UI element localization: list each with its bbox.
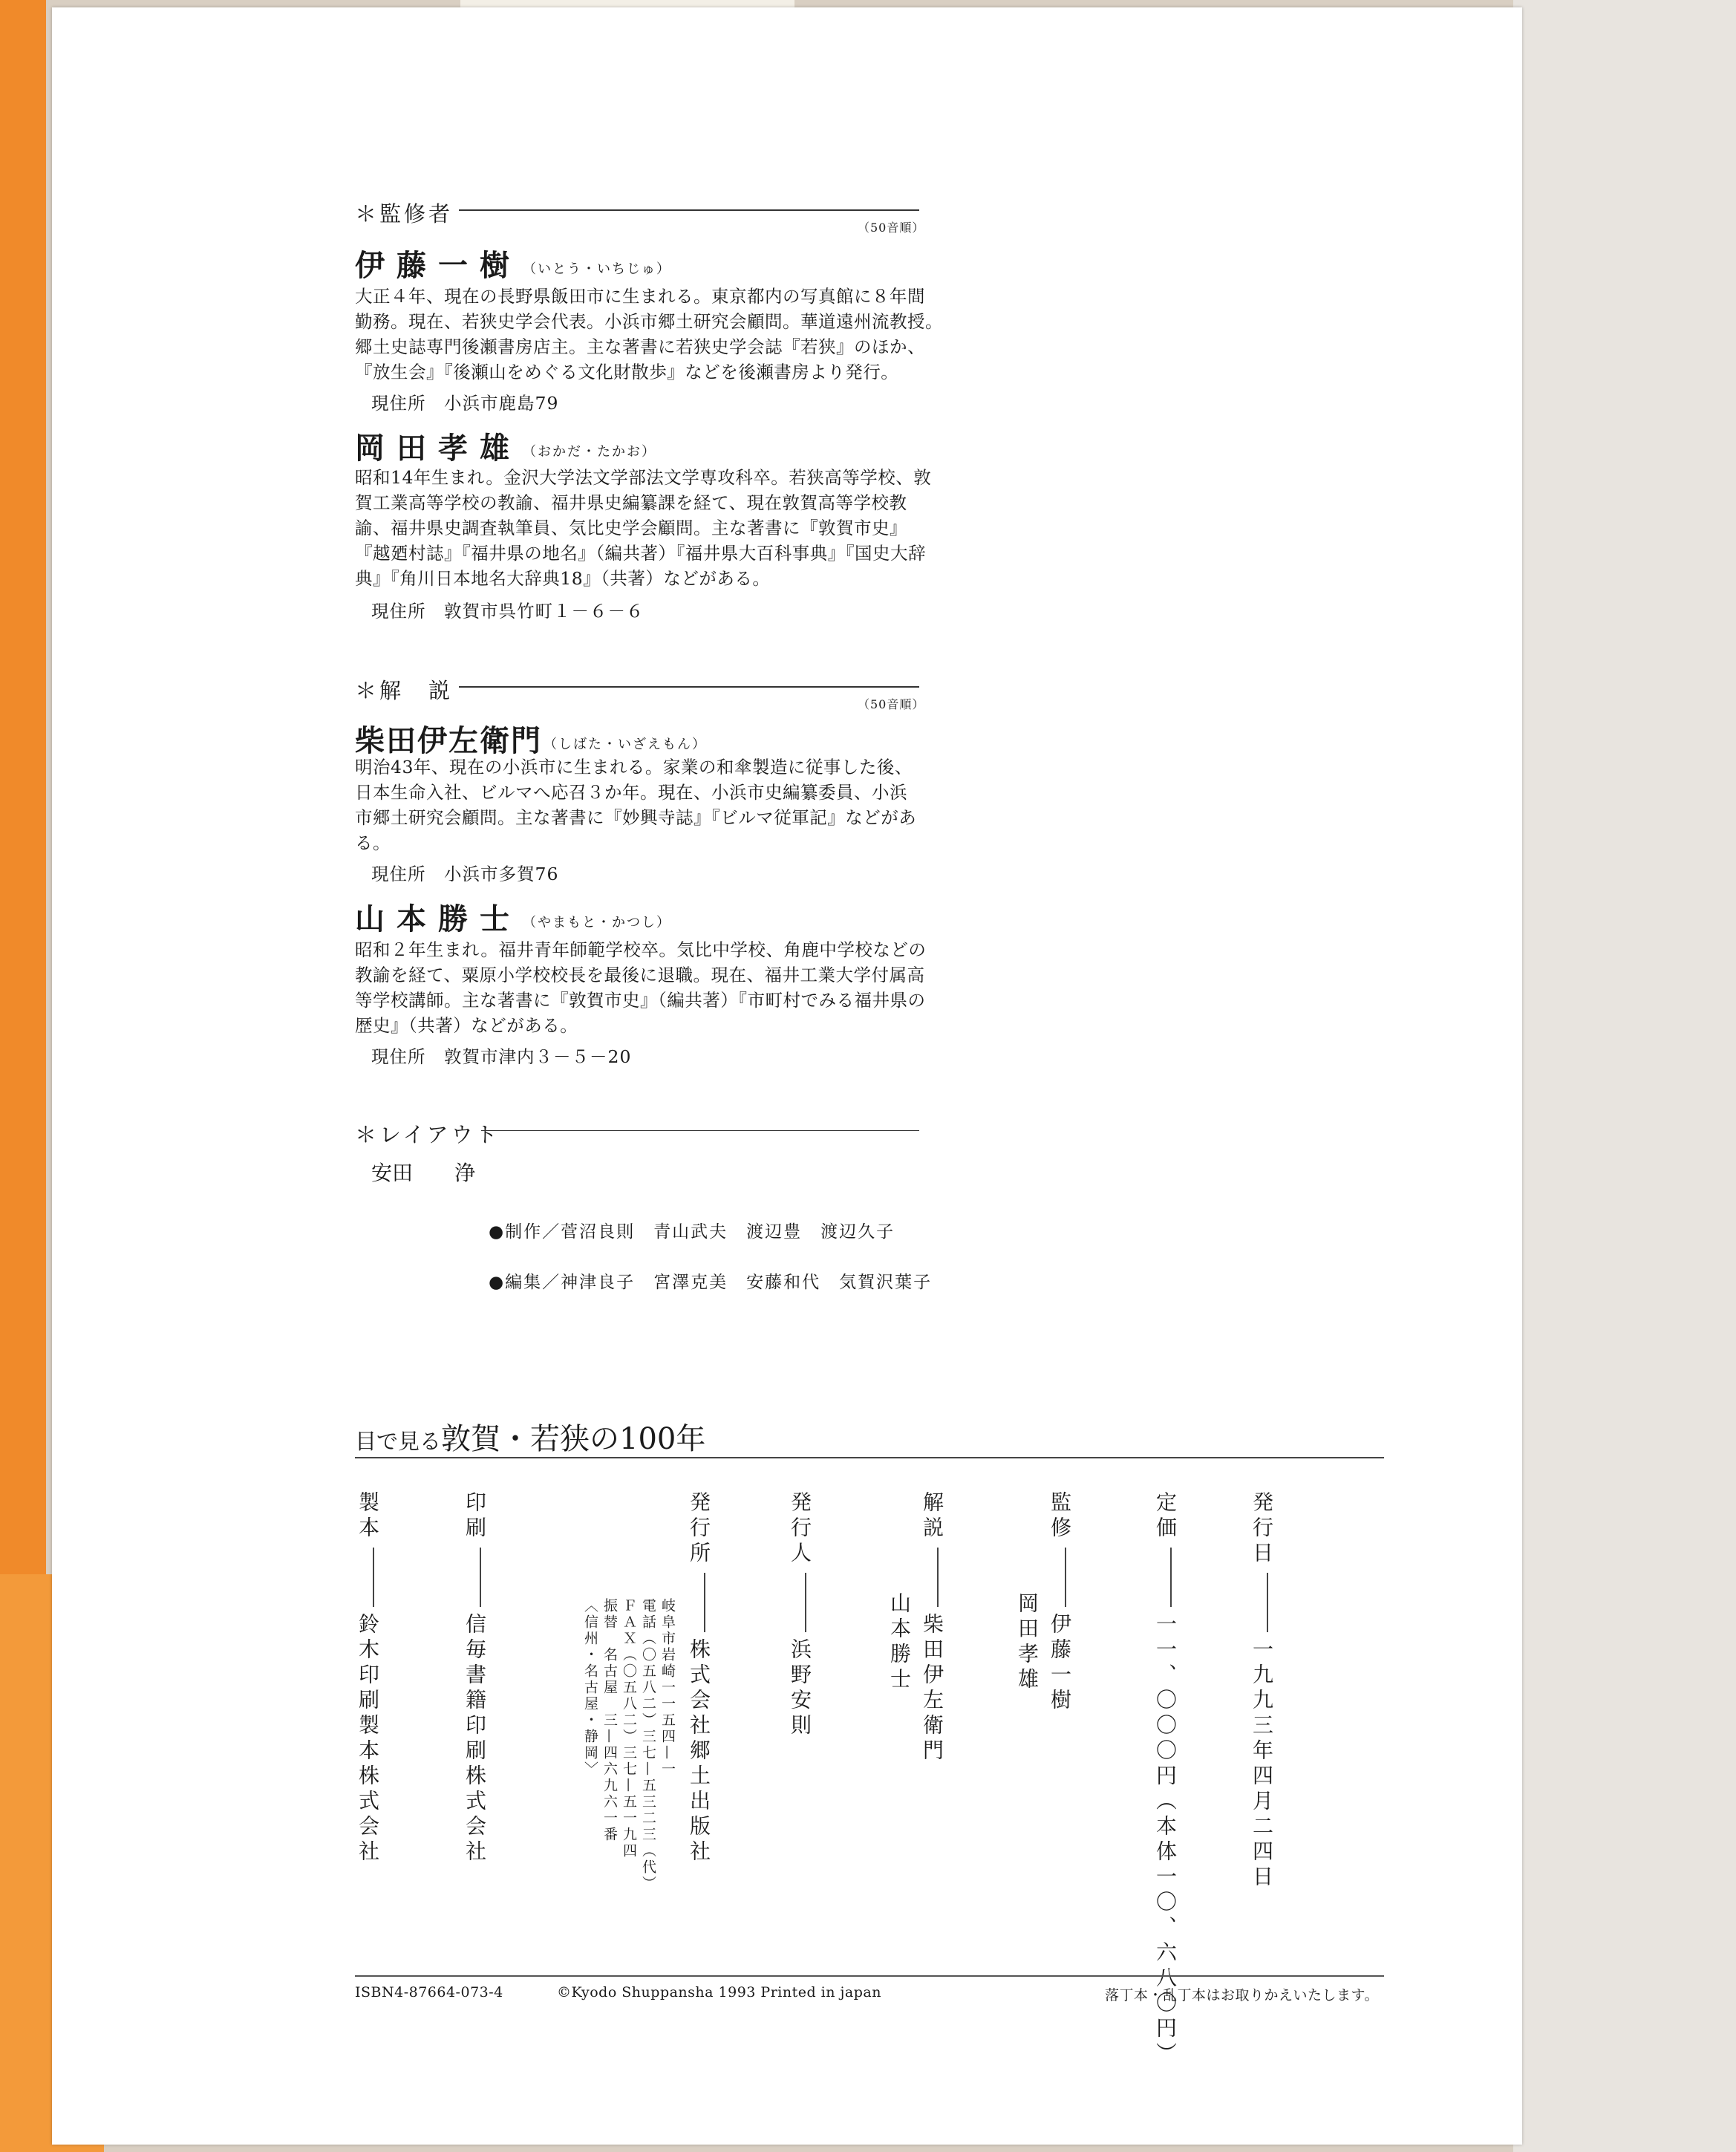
person-bio: 昭和14年生まれ。金沢大学法文学部法文学専攻科卒。若狭高等学校、敦 賀工業高等学校の教諭、福井県史編纂課を経て、現在敦賀高等学校教 諭、福井県史調査執筆員、気比史学会顧問。主な著書に『敦賀市史』 『越廼村誌』『福井県の地名』（編共著）『福井県大百科事典』『国史大辞 典』『角川日本地名大辞典18』（共著）などがある。 (355, 467, 932, 589)
person-name: 岡田孝雄 （おかだ・たかお） (355, 431, 656, 466)
layout-rule (481, 1130, 919, 1131)
person-address: 現住所 小浜市多賀76 (371, 864, 559, 884)
commentary-rule (459, 686, 919, 688)
publisher-phone: 電話（〇五八二）三七—五三二三（代） (640, 1598, 656, 1892)
person-name: 柴田伊左衛門 （しばた・いざえもん） (355, 723, 707, 758)
footer-rule (355, 1975, 1384, 1977)
colophon-supervisor: 監修伊藤一樹 (1048, 1491, 1072, 1714)
person-bio: 大正４年、現在の長野県飯田市に生まれる。東京都内の写真館に８年間 勤務。現在、若狭史学会代表。小浜市郷土研究会顧問。華道遠州流教授。 郷土史誌専門後瀬書房店主。主な著書に若狭史学会誌『若狭』のほか、 『放生会』『後瀬山をめぐる文化財散歩』などを後瀬書房より発行。 (355, 286, 943, 382)
person-name: 伊藤一樹 （いとう・いちじゅ） (355, 248, 671, 283)
publisher-branches: 〈信州・名古屋・静岡〉 (582, 1598, 598, 1778)
supervisor-order-note: （50音順） (858, 221, 925, 235)
person-address: 現住所 小浜市鹿島79 (371, 393, 559, 414)
copyright: ©Kyodo Shuppansha 1993 Printed in japan (557, 1984, 881, 2001)
colophon-date: 発行日一九九三年四月二四日 (1250, 1491, 1274, 1891)
person-bio: 昭和２年生まれ。福井青年師範学校卒。気比中学校、角鹿中学校などの 教諭を経て、粟原小学校校長を最後に退職。現在、福井工業大学付属高 等学校講師。主な著書に『敦賀市史』（編共著）『市町村でみる福井県の 歴史』（共著）などがある。 (355, 939, 927, 1036)
colophon-binder: 製本鈴木印刷製本株式会社 (356, 1491, 380, 1865)
colophon-printer: 印刷信毎書籍印刷株式会社 (463, 1491, 487, 1865)
person-address: 現住所 敦賀市津内３－５－20 (371, 1046, 632, 1067)
colophon-rule (355, 1457, 1384, 1458)
person-address: 現住所 敦賀市呉竹町１－６－６ (371, 601, 645, 622)
colophon-commentary: 解説柴田伊左衛門 (920, 1491, 944, 1764)
document-page (52, 7, 1522, 2145)
person-bio: 明治43年、現在の小浜市に生まれる。家業の和傘製造に従事した後、 日本生命入社、ビルマへ応召３か年。現在、小浜市史編纂委員、小浜 市郷土研究会顧問。主な著書に『妙興寺誌』『ビルマ従軍記』などがあ る。 (355, 757, 917, 853)
layout-person: 安田 浄 (371, 1161, 476, 1185)
commentary-order-note: （50音順） (858, 697, 925, 711)
publisher-fax: ＦＡＸ（〇五八二）三七—五一九四 (621, 1598, 637, 1859)
publisher-address: 岐阜市岩崎一一五四—一 (659, 1598, 676, 1778)
colophon-publisher: 発行所株式会社郷土出版社 (687, 1491, 711, 1865)
commentary-header: ＊解 説 (355, 678, 454, 703)
replacement-note: 落丁本・乱丁本はお取りかえいたします。 (1105, 1987, 1379, 2003)
book-title: 目で見る敦賀・若狭の100年 (355, 1422, 706, 1456)
supervisor-header: ＊監修者 (355, 201, 454, 226)
production-staff: ●制作／菅沼良則 青山武夫 渡辺豊 渡辺久子 (489, 1222, 895, 1242)
supervisor-rule (459, 209, 919, 211)
publisher-transfer: 振替 名古屋 三—四六九六一番 (601, 1598, 618, 1843)
colophon-commentary-2: 山本勝士 (887, 1592, 912, 1693)
colophon-price: 定価一一、〇〇〇円（本体一〇、六八〇円） (1153, 1491, 1178, 2067)
colophon-publisher-person: 発行人浜野安則 (788, 1491, 812, 1739)
scan-edge-right (1513, 0, 1736, 2152)
isbn: ISBN4-87664-073-4 (355, 1984, 503, 2001)
layout-header: ＊レイアウト (355, 1122, 500, 1147)
editing-staff: ●編集／神津良子 宮澤克美 安藤和代 気賀沢葉子 (489, 1273, 933, 1292)
person-name: 山本勝士 （やまもと・かつし） (355, 901, 671, 936)
colophon-supervisor-2: 岡田孝雄 (1015, 1592, 1040, 1693)
